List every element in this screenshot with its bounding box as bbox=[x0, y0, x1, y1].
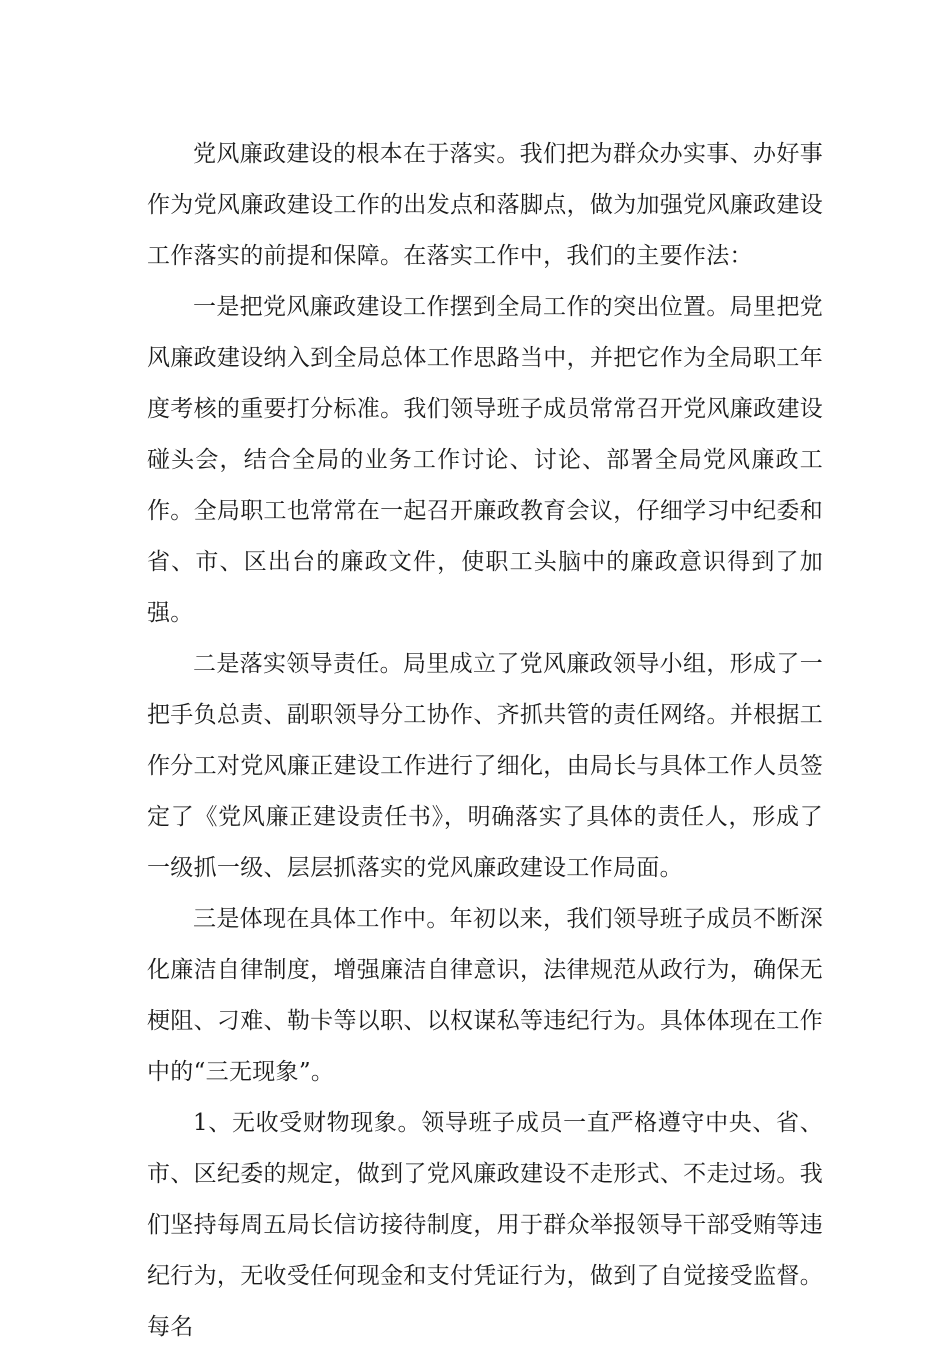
paragraph-point-two: 二是落实领导责任。局里成立了党风廉政领导小组，形成了一把手负总责、副职领导分工协作、齐抓共管的责任网络。并根据工作分工对党风廉正建设工作进行了细化，由局长与具体工作人员签定了《党风廉正建设责任书》，明确落实了具体的责任人，形成了一级抓一级、层层抓落实的党风廉政建设工作局面。 bbox=[147, 651, 823, 881]
document-body bbox=[147, 129, 823, 1353]
paragraph-intro: 党风廉政建设的根本在于落实。我们把为群众办实事、办好事作为党风廉政建设工作的出发点和落脚点，做为加强党风廉政建设工作落实的前提和保障。在落实工作中，我们的主要作法： bbox=[147, 141, 823, 269]
paragraph-point-one: 一是把党风廉政建设工作摆到全局工作的突出位置。局里把党风廉政建设纳入到全局总体工作思路当中，并把它作为全局职工年度考核的重要打分标准。我们领导班子成员常常召开党风廉政建设碰头会，结合全局的业务工作讨论、讨论、部署全局党风廉政工作。全局职工也常常在一起召开廉政教育会议，仔细学习中纪委和省、市、区出台的廉政文件，使职工头脑中的廉政意识得到了加强。 bbox=[147, 294, 823, 626]
paragraph-point-three: 三是体现在具体工作中。年初以来，我们领导班子成员不断深化廉洁自律制度，增强廉洁自律意识，法律规范从政行为，确保无梗阻、刁难、勒卡等以职、以权谋私等违纪行为。具体体现在工作中的“三无现象”。 bbox=[147, 906, 823, 1085]
paragraph-item-one: 1、无收受财物现象。领导班子成员一直严格遵守中央、省、市、区纪委的规定，做到了党风廉政建设不走形式、不走过场。我们坚持每周五局长信访接待制度，用于群众举报领导干部受贿等违纪行为，无收受任何现金和支付凭证行为，做到了自觉接受监督。每名 bbox=[147, 1110, 823, 1340]
